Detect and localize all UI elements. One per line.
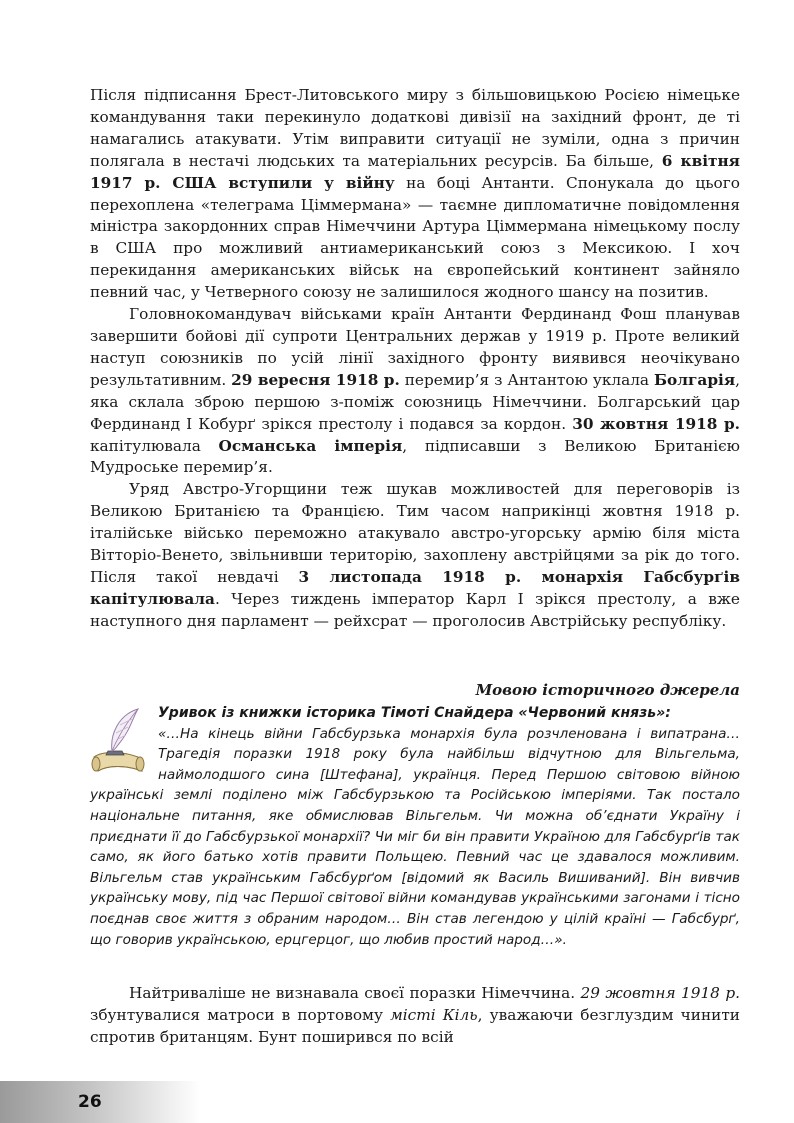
highlight-kiel: місті Кіль (390, 1005, 478, 1024)
paragraph-2: Головнокомандувач військами країн Антанти Фердинанд Фош планував завершити бойові дії супроти Центральних держав у 1919 р. Проте великий наступ союзників по усій лінії західного фронту виявився неочікувано результативним. 29 вересня 1918 р. перемир’я з Антантою уклала Болгарія, яка склала зброю першою з-поміж союзниць Німеччини. Болгарський цар Фердинанд I Кобурґ зрікся престолу і подався за кордон. 30 жовтня 1918 р. капітулювала Османська імперія, підписавши з Великою Британією Мудроське перемир’я. (90, 305, 740, 477)
paragraph-3: Уряд Австро-Угорщини теж шукав можливостей для переговорів із Великою Британією та Францією. Тим часом наприкінці жовтня 1918 р. італійське військо переможно атакувало австро-угорську армію біля міста Вітторіо-Венето, звільнивши територію, захоплену австрійцями за рік до того. Після такої невдачі 3 листопада 1918 р. монархія Габсбурґів капітулювала. Через тиждень імператор Карл I зрікся престолу, а вже наступного дня парламент — рейхсрат — проголосив Австрійську республіку. (90, 480, 740, 630)
main-text (90, 85, 740, 633)
highlight-usa-enters-war: 6 квітня 1917 р. США вступили у війну (90, 151, 740, 192)
source-quote: «…На кінець війни Габсбурзька монархія була розчленована і випатрана… Трагедія поразки 1918 року була найбільш відчутною для Вільгельма, наймолодшого сина [Штефана], українця. Перед Першою світовою війною українські землі поділено між Габсбурзькою та Російською імперіями. Так постало національне питання, яке обмислював Вільгельм. Чи можна об’єднати Україну і приєднати її до Габсбурзької монархії? Чи міг би він правити Україною для Габсбурґів так само, як його батько хотів правити Польщею. Певний час це здавалося можливим. Вільгельм став українським Габсбурґом [відомий як Василь Вишиваний]. Він вивчив українську мову, під час Першої світової війни командував українськими загонами і тісно поєднав своє життя з обраним народом… Він став легендою у цілій країні — Габсбурґ, що говорив українською, ерцгерцог, що любив простий народ…». (90, 725, 740, 948)
paragraph-1: Після підписання Брест-Литовського миру з більшовицькою Росією німецьке командування таки перекинуло додаткові дивізії на західний фронт, де ті намагались атакувати. Утім виправити ситуації не зуміли, одна з причин полягала в нестачі людських та матеріальних ресурсів. Ба більше, 6 квітня 1917 р. США вступили у війну на боці Антанти. Спонукала до цього перехоплена «телеграма Ціммермана» — таємне дипломатичне повідомлення міністра закордонних справ Німеччини Артура Ціммермана німецькому послу в США про можливий антиамериканський союз з Мексикою. І хоч перекидання американських військ на європейський континент зайняло певний час, у Четверного союзу не залишилося жодного шансу на позитив. (90, 86, 740, 302)
source-heading: Мовою історичного джерела (475, 681, 740, 699)
page-number: 26 (78, 1092, 102, 1112)
highlight-bulgaria: Болгарія (653, 370, 736, 389)
highlight-date-oct-30: 30 жовтня 1918 р. (572, 414, 740, 433)
highlight-ottoman-empire: Османська імперія (218, 436, 403, 455)
quill-scroll-icon (88, 705, 152, 777)
source-title: Уривок із книжки історика Тімоті Снайдера «Червоний князь»: (158, 705, 671, 721)
highlight-date-oct-29: 29 жовтня 1918 р. (580, 984, 740, 1002)
highlight-date-sep-29: 29 вересня 1918 р. (231, 370, 400, 389)
highlight-habsburg-capitulation: 3 листопада 1918 р. монархія Габсбурґів капітулювала (90, 567, 740, 608)
paragraph-4: Найтриваліше не визнавала своєї поразки Німеччина. 29 жовтня 1918 р. збунтувалися матроси в портовому місті Кіль, уважаючи безглуздим чинити спротив британцям. Бунт поширився по всій (90, 984, 740, 1046)
closing-text (90, 983, 740, 1049)
historical-source-box (90, 680, 740, 950)
